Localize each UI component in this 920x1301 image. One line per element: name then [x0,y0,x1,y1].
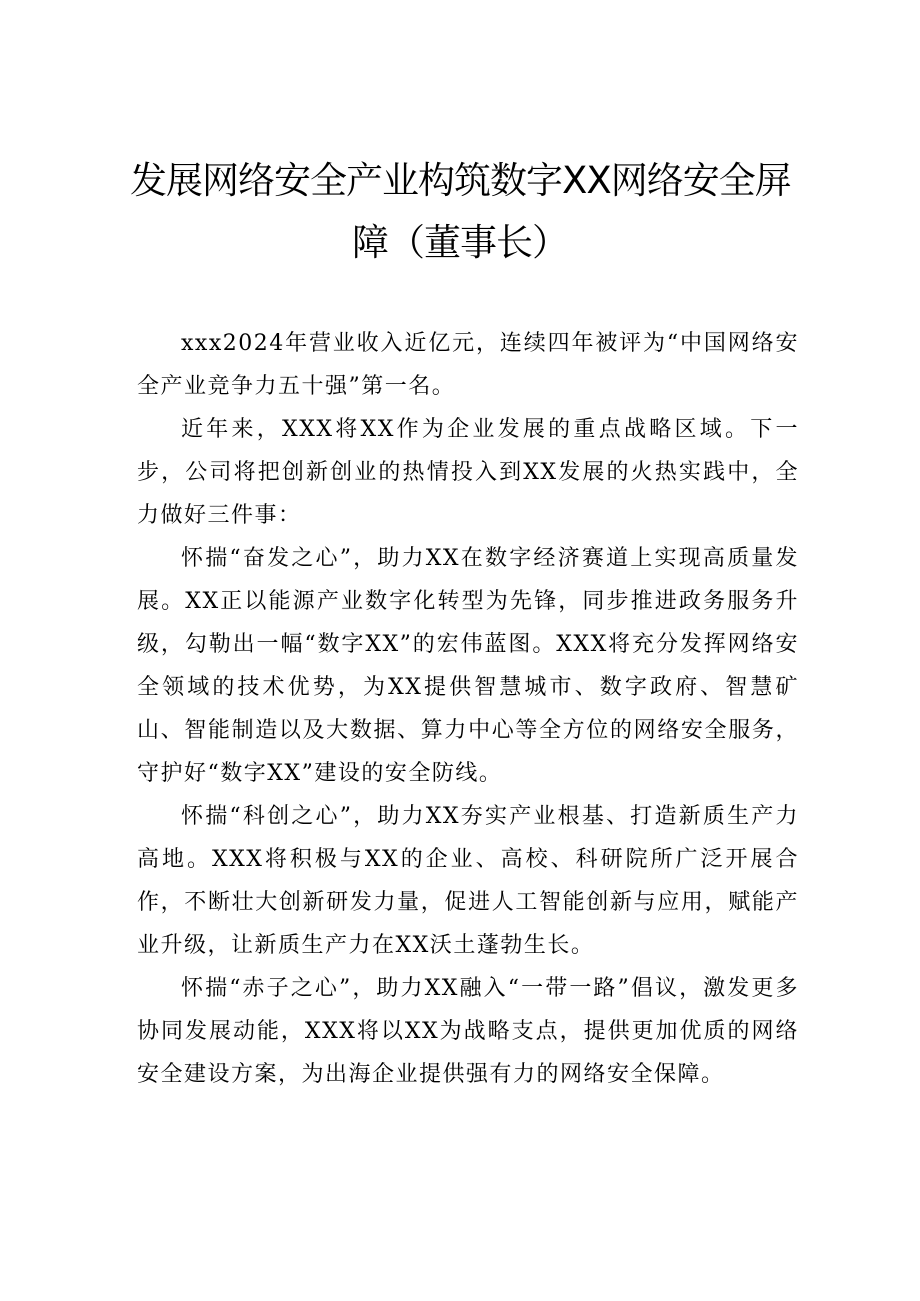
paragraph-revenue: xxx2024年营业收入近亿元，连续四年被评为“中国网络安全产业竞争力五十强”第一名。 [137,331,799,399]
document-title-line-1: 发展网络安全产业构筑数字XX网络安全屏 [130,159,791,202]
paragraph-belt-road: 怀揣“赤子之心”，助力XX融入“一带一路”倡议，激发更多协同发展动能，XXX将以XX为战略支点，提供更加优质的网络安全建设方案，为出海企业提供强有力的网络安全保障。 [137,976,799,1087]
document-body [137,322,799,1096]
paragraph-ambition: 怀揣“奋发之心”，助力XX在数字经济赛道上实现高质量发展。XX正以能源产业数字化转型为先锋，同步推进政务服务升级，勾勒出一幅“数字XX”的宏伟蓝图。XXX将充分发挥网络安全领域的技术优势，为XX提供智慧城市、数字政府、智慧矿山、智能制造以及大数据、算力中心等全方位的网络安全服务，守护好“数字XX”建设的安全防线。 [137,546,799,786]
paragraph-strategy: 近年来，XXX将XX作为企业发展的重点战略区域。下一步，公司将把创新创业的热情投入到XX发展的火热实践中，全力做好三件事： [137,417,799,528]
document-title-line-2: 障（董事长） [352,221,568,264]
paragraph-innovation: 怀揣“科创之心”，助力XX夯实产业根基、打造新质生产力高地。XXX将积极与XX的企业、高校、科研院所广泛开展合作，不断壮大创新研发力量，促进人工智能创新与应用，赋能产业升级，让新质生产力在XX沃土蓬勃生长。 [137,804,799,958]
